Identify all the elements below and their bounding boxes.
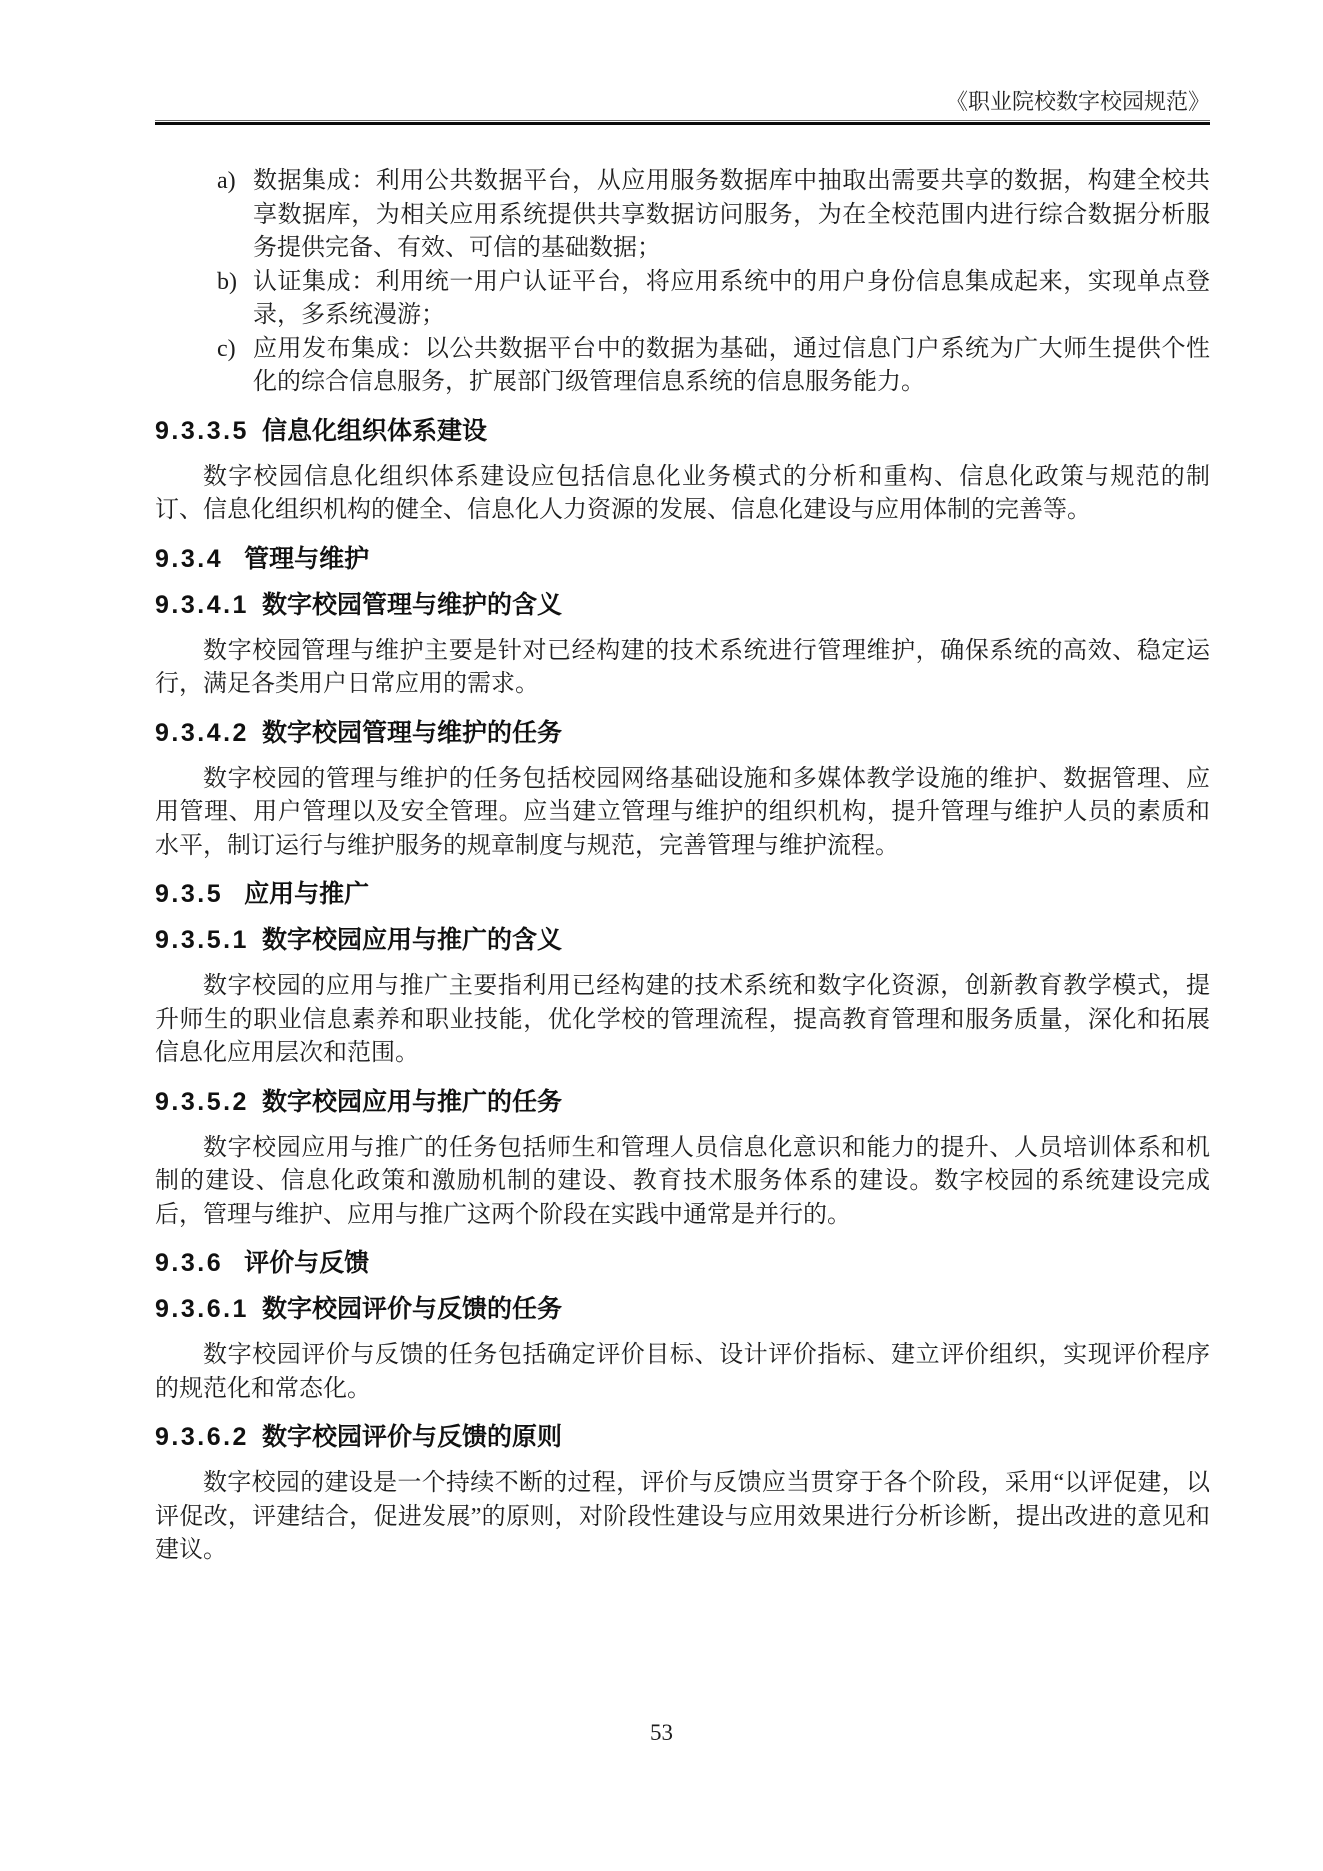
document-title: 《职业院校数字校园规范》 xyxy=(945,89,1210,114)
section-9-3-4-2 xyxy=(155,718,1210,864)
list-item-label: c) xyxy=(217,335,236,362)
section-paragraph: 数字校园的管理与维护的任务包括校园网络基础设施和多媒体教学设施的维护、数据管理、应用管理、用户管理以及安全管理。应当建立管理与维护的组织机构，提升管理与维护人员的素质和水平，制订运行与维护服务的规章制度与规范，完善管理与维护流程。 xyxy=(155,765,1210,859)
list-item-label: b) xyxy=(217,268,237,295)
section-number: 9.3.4.2 xyxy=(155,718,249,747)
section-9-3-5-1 xyxy=(155,925,1210,1071)
section-heading xyxy=(155,1087,1210,1117)
page-header xyxy=(155,0,1210,125)
section-title: 数字校园应用与推广的含义 xyxy=(261,926,562,954)
list-item xyxy=(155,165,1210,266)
list-item-text: 数据集成：利用公共数据平台，从应用服务数据库中抽取出需要共享的数据，构建全校共享数据库，为相关应用系统提供共享数据访问服务，为在全校范围内进行综合数据分析服务提供完备、有效、可信的基础数据； xyxy=(253,168,1210,261)
integration-list xyxy=(155,165,1210,400)
section-title: 数字校园评价与反馈的任务 xyxy=(261,1295,562,1323)
page-number: 53 xyxy=(650,1720,673,1745)
content-body xyxy=(155,125,1210,1568)
section-9-3-6-1 xyxy=(155,1294,1210,1406)
section-heading xyxy=(155,416,1210,446)
section-heading xyxy=(155,718,1210,748)
list-item-label: a) xyxy=(217,168,236,194)
section-number: 9.3.5.2 xyxy=(155,1087,249,1116)
section-number: 9.3.6 xyxy=(155,1249,224,1277)
list-item xyxy=(155,333,1210,400)
section-heading xyxy=(155,1294,1210,1324)
section-heading xyxy=(155,590,1210,620)
section-title: 数字校园管理与维护的含义 xyxy=(261,590,562,619)
list-item xyxy=(155,266,1210,333)
section-title: 管理与维护 xyxy=(244,544,370,573)
section-9-3-3-5 xyxy=(155,416,1210,528)
section-9-3-5 xyxy=(155,879,1210,909)
section-number: 9.3.4 xyxy=(155,544,224,573)
section-9-3-4 xyxy=(155,544,1210,574)
section-number: 9.3.3.5 xyxy=(155,416,249,445)
section-number: 9.3.4.1 xyxy=(155,590,249,619)
section-paragraph: 数字校园管理与维护主要是针对已经构建的技术系统进行管理维护，确保系统的高效、稳定运行，满足各类用户日常应用的需求。 xyxy=(155,637,1210,697)
section-number: 9.3.5.1 xyxy=(155,926,249,954)
section-paragraph: 数字校园评价与反馈的任务包括确定评价目标、设计评价指标、建立评价组织，实现评价程序的规范化和常态化。 xyxy=(155,1342,1210,1402)
section-paragraph: 数字校园信息化组织体系建设应包括信息化业务模式的分析和重构、信息化政策与规范的制订、信息化组织机构的健全、信息化人力资源的发展、信息化建设与应用体制的完善等。 xyxy=(155,463,1210,523)
list-item-text: 应用发布集成：以公共数据平台中的数据为基础，通过信息门户系统为广大师生提供个性化的综合信息服务，扩展部门级管理信息系统的信息服务能力。 xyxy=(253,335,1210,395)
section-title: 数字校园评价与反馈的原则 xyxy=(261,1423,562,1451)
section-paragraph: 数字校园应用与推广的任务包括师生和管理人员信息化意识和能力的提升、人员培训体系和机制的建设、信息化政策和激励机制的建设、教育技术服务体系的建设。数字校园的系统建设完成后，管理与维护、应用与推广这两个阶段在实践中通常是并行的。 xyxy=(155,1134,1210,1228)
section-number: 9.3.5 xyxy=(155,880,224,908)
section-9-3-4-1 xyxy=(155,590,1210,702)
list-item-text: 认证集成：利用统一用户认证平台，将应用系统中的用户身份信息集成起来，实现单点登录，多系统漫游； xyxy=(253,268,1210,328)
section-title: 评价与反馈 xyxy=(244,1249,370,1277)
section-paragraph: 数字校园的应用与推广主要指利用已经构建的技术系统和数字化资源，创新教育教学模式，提升师生的职业信息素养和职业技能，优化学校的管理流程，提高教育管理和服务质量，深化和拓展信息化应用层次和范围。 xyxy=(155,973,1210,1066)
section-title: 数字校园管理与维护的任务 xyxy=(261,718,562,747)
section-number: 9.3.6.2 xyxy=(155,1423,249,1451)
section-title: 应用与推广 xyxy=(244,880,370,908)
section-number: 9.3.6.1 xyxy=(155,1295,249,1323)
section-heading xyxy=(155,925,1210,955)
section-heading xyxy=(155,1422,1210,1452)
section-9-3-5-2 xyxy=(155,1087,1210,1233)
section-heading xyxy=(155,879,1210,909)
section-heading xyxy=(155,544,1210,574)
section-paragraph: 数字校园的建设是一个持续不断的过程，评价与反馈应当贯穿于各个阶段，采用“以评促建，以评促改，评建结合，促进发展”的原则，对阶段性建设与应用效果进行分析诊断，提出改进的意见和建议。 xyxy=(155,1470,1210,1563)
section-9-3-6 xyxy=(155,1248,1210,1278)
section-title: 数字校园应用与推广的任务 xyxy=(261,1087,562,1116)
page-content xyxy=(155,0,1210,1568)
section-9-3-6-2 xyxy=(155,1422,1210,1568)
section-title: 信息化组织体系建设 xyxy=(261,416,487,445)
section-heading xyxy=(155,1248,1210,1278)
